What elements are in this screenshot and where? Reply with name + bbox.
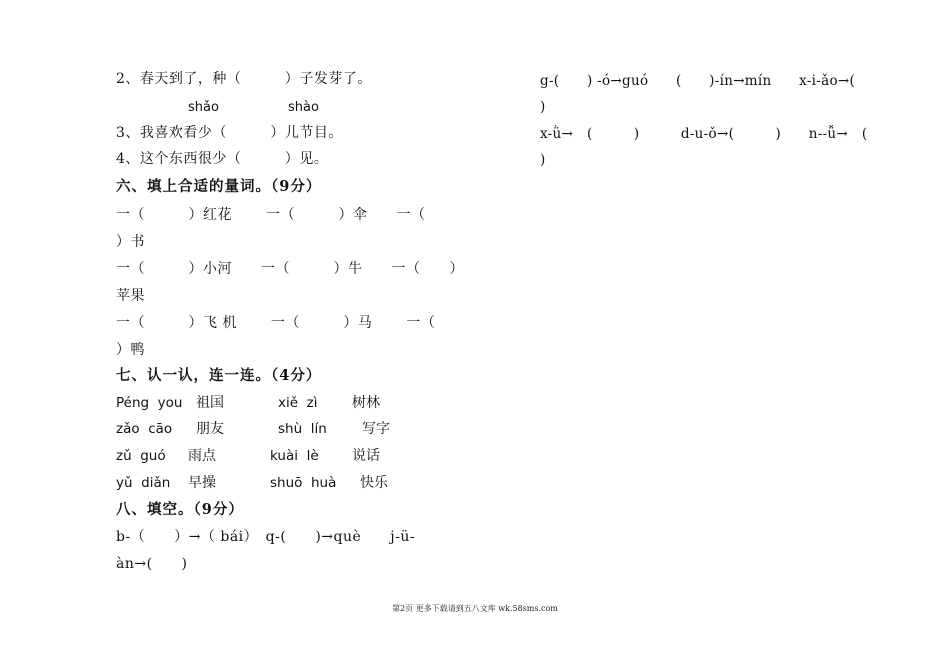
question-4: 4、这个东西很少（ ）见。 <box>116 151 329 167</box>
measure-word-row-3: 一（ ）飞 机 一（ ）马 一（ <box>116 315 436 331</box>
match-word-right: 树林 <box>352 395 380 411</box>
question-2: 2、春天到了，种（ ）子发芽了。 <box>116 71 372 87</box>
match-row <box>116 474 476 492</box>
match-pinyin-right: kuài lè <box>270 448 319 464</box>
measure-word-row-1-cont: ）书 <box>116 234 145 250</box>
measure-word-row-2-cont: 苹果 <box>116 288 145 304</box>
measure-word-row-2: 一（ ）小河 一（ ）牛 一（ ） <box>116 261 464 277</box>
match-pinyin-left: yǔ diǎn <box>116 475 171 491</box>
spell-row-1-cont: ) <box>540 99 546 115</box>
match-word-right: 说话 <box>352 448 380 464</box>
page-footer: 第2页 更多下载请到五八文库 wk.58sms.com <box>392 604 558 613</box>
match-pinyin-left: Péng you <box>116 395 183 411</box>
spell-row-2-cont: ) <box>540 152 546 168</box>
match-word-left: 朋友 <box>196 421 224 437</box>
match-word-right: 写字 <box>362 421 390 437</box>
section-7-title: 七、认一认，连一连。（4分） <box>116 367 322 384</box>
spell-row-2: x-ǜ→ ( ) d-u-ǒ→( ) n--ǚ→ ( <box>540 126 868 142</box>
pinyin-hint-shao3: shǎo <box>188 100 219 115</box>
match-row <box>116 447 476 465</box>
measure-word-row-1: 一（ ）红花 一（ ）伞 一（ <box>116 207 426 223</box>
match-pinyin-right: xiě zì <box>278 395 318 411</box>
match-word-right: 快乐 <box>360 475 388 491</box>
match-word-left: 雨点 <box>188 448 216 464</box>
match-pinyin-left: zǎo cāo <box>116 421 173 437</box>
match-pinyin-left: zǔ guó <box>116 448 166 464</box>
measure-word-row-3-cont: ）鸭 <box>116 342 145 358</box>
question-3: 3、我喜欢看少（ ）儿节目。 <box>116 125 343 141</box>
spell-row-1: g-( ) -ó→guó ( )-ín→mín x-i-ǎo→( <box>540 73 856 89</box>
fill-row-1: b-（ ）→（ bái） q-( )→què j-ü- <box>116 529 416 545</box>
match-row <box>116 394 476 412</box>
match-word-left: 早操 <box>188 475 216 491</box>
match-pinyin-right: shù lín <box>278 421 327 437</box>
match-word-left: 祖国 <box>196 395 224 411</box>
section-8-title: 八、填空。（9分） <box>116 501 244 518</box>
fill-row-1-cont: àn→( ) <box>116 556 188 572</box>
section-6-title: 六、填上合适的量词。（9分） <box>116 178 322 195</box>
pinyin-hint-shao4: shào <box>288 100 319 115</box>
match-pinyin-right: shuō huà <box>270 475 337 491</box>
match-row <box>116 420 476 438</box>
